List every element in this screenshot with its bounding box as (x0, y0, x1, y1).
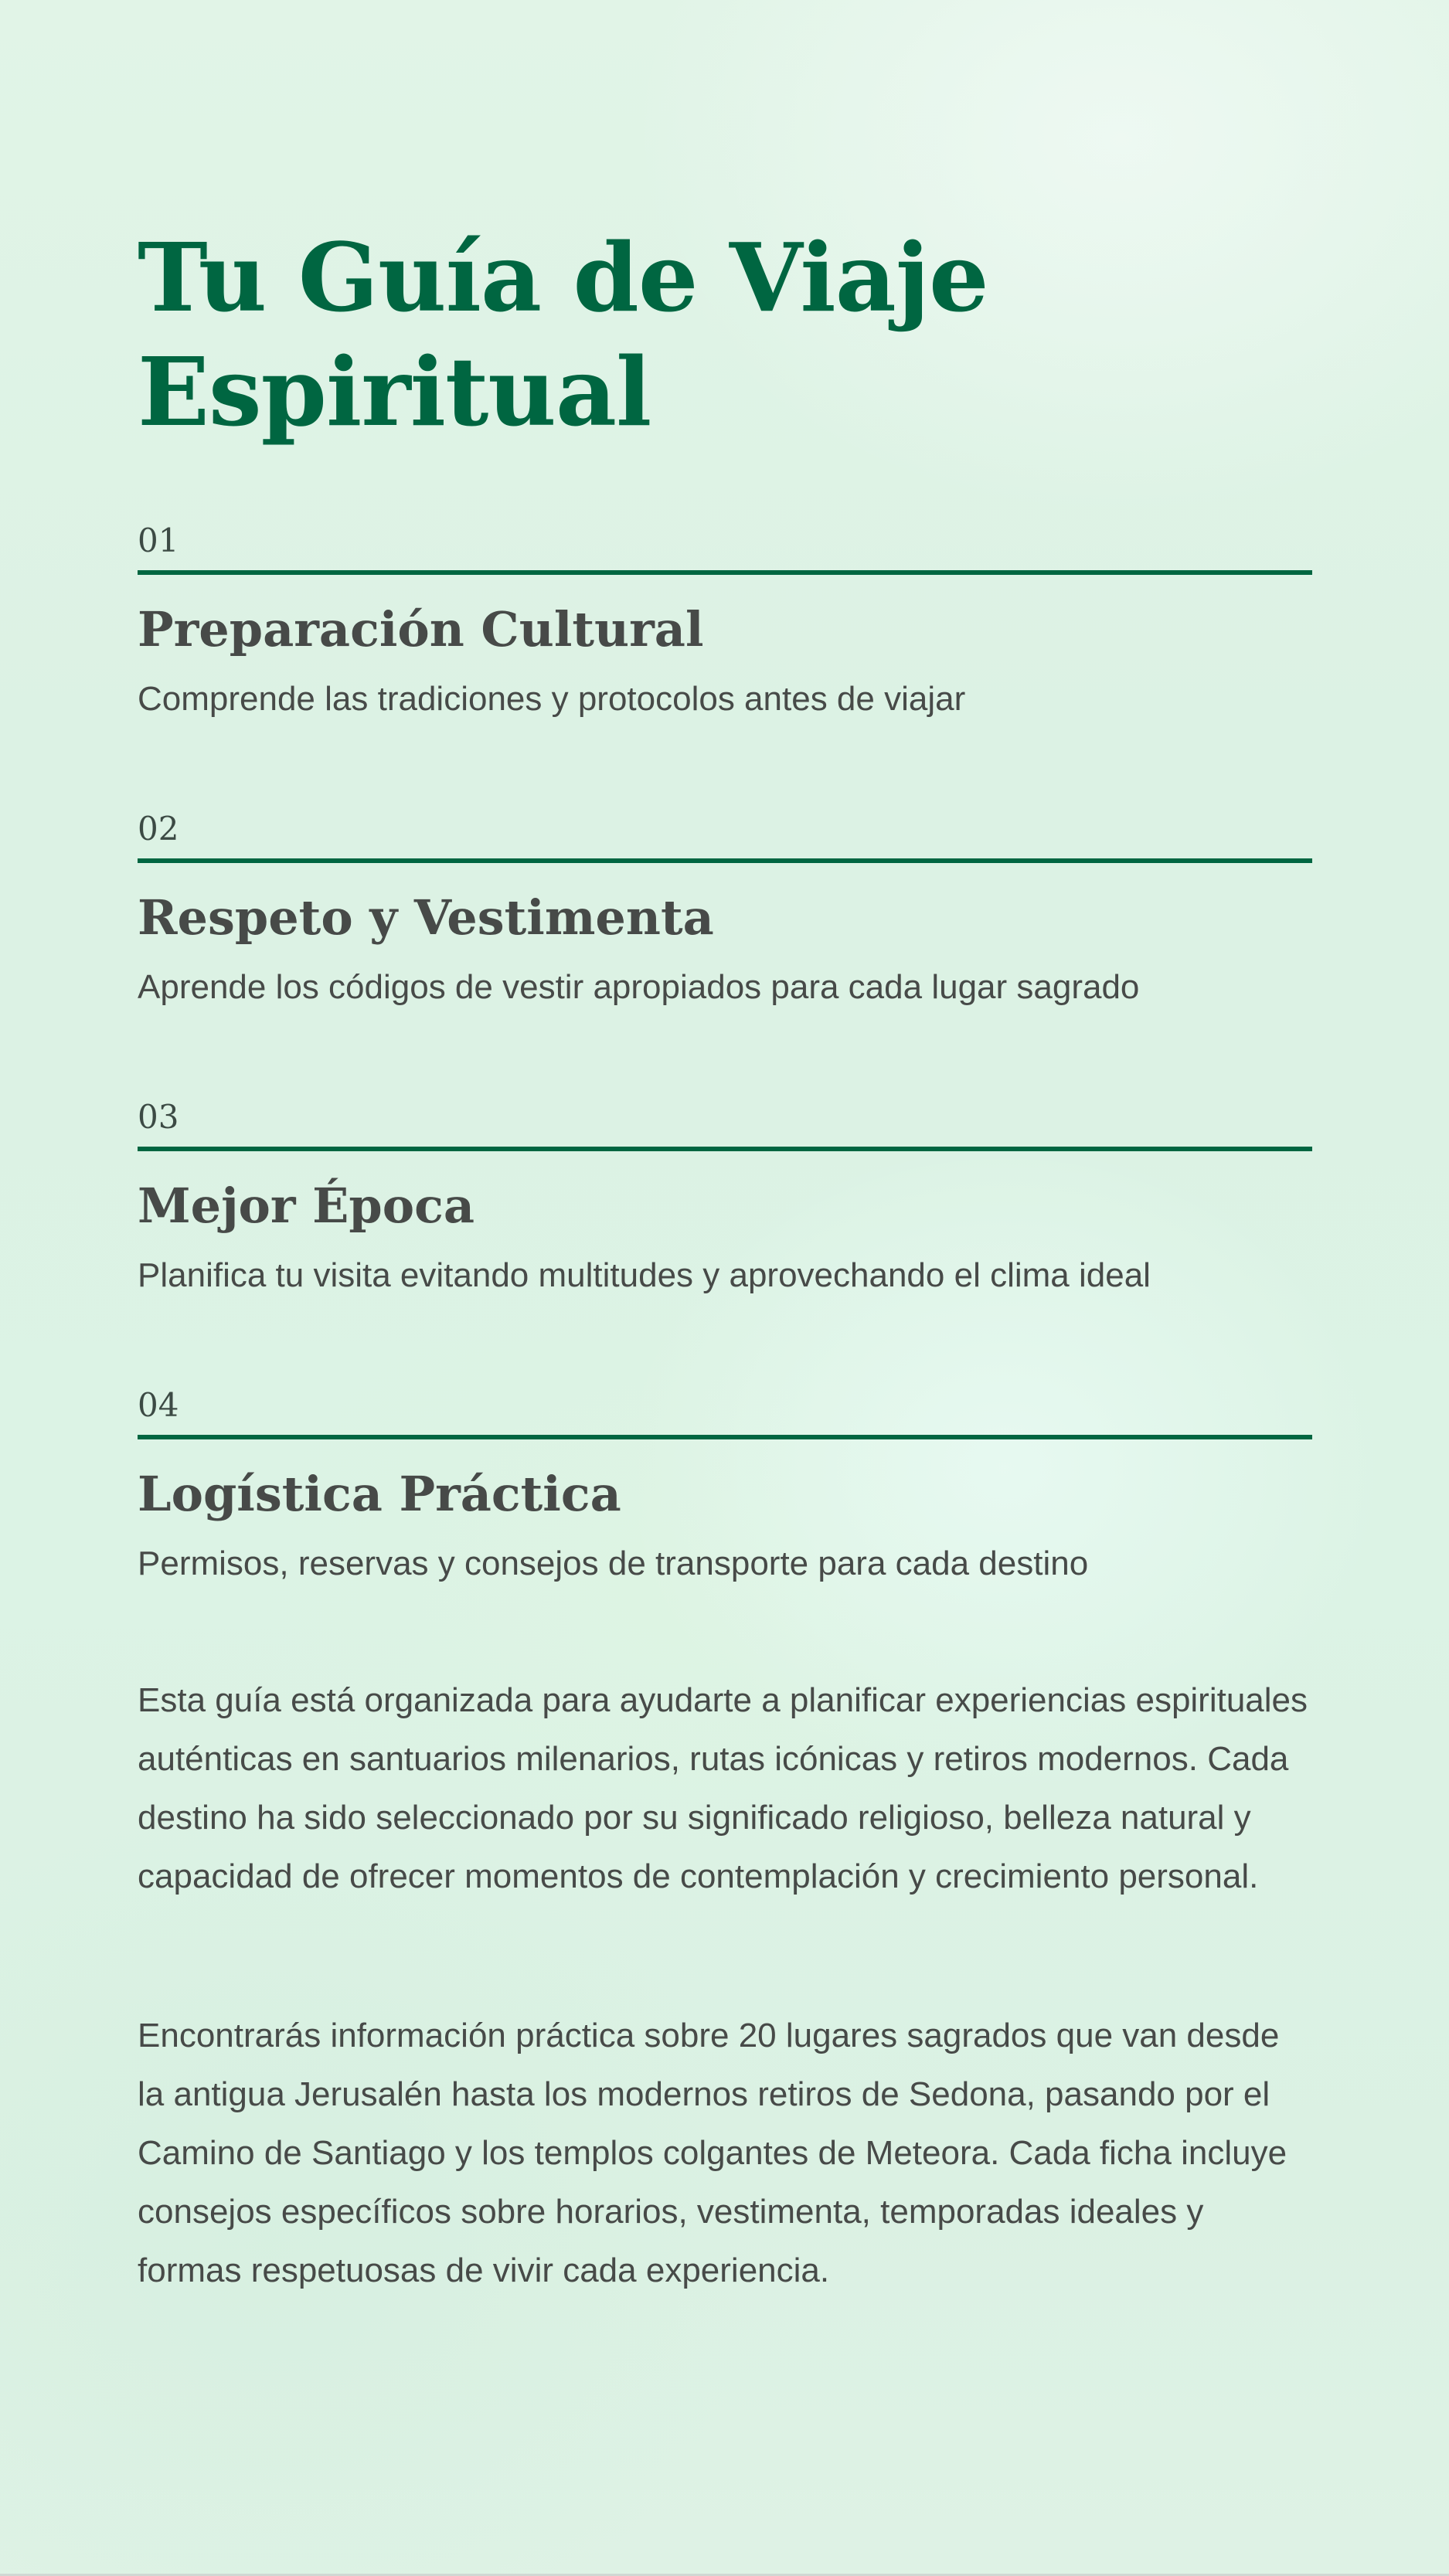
section-divider (138, 570, 1312, 575)
page-title: Tu Guía de Viaje Espiritual (138, 222, 988, 447)
section-title: Preparación Cultural (138, 601, 704, 658)
section-title: Mejor Época (138, 1178, 474, 1234)
section-number: 02 (138, 810, 179, 848)
section-title: Logística Práctica (138, 1466, 621, 1522)
section-number: 01 (138, 522, 179, 559)
section-number: 03 (138, 1098, 179, 1136)
section-description: Aprende los códigos de vestir apropiados para cada lugar sagrado (138, 968, 1140, 1006)
section-description: Permisos, reservas y consejos de transporte para cada destino (138, 1545, 1089, 1582)
section-divider (138, 1435, 1312, 1439)
section-description: Planifica tu visita evitando multitudes y aprovechando el clima ideal (138, 1256, 1151, 1294)
section-title: Respeto y Vestimenta (138, 889, 714, 946)
section-divider (138, 1147, 1312, 1151)
section-number: 04 (138, 1386, 179, 1424)
section-divider (138, 858, 1312, 863)
section-description: Comprende las tradiciones y protocolos antes de viajar (138, 680, 966, 718)
intro-paragraph: Esta guía está organizada para ayudarte a planificar experiencias espirituales auténticas en santuarios milenarios, rutas icónicas y retiros modernos. Cada destino ha sido seleccionado por su significado religioso, belleza natural y capacidad de ofrecer momentos de contemplación y crecimiento personal. (138, 1681, 1308, 1895)
details-paragraph: Encontrarás información práctica sobre 20 lugares sagrados que van desde la antigua Jerusalén hasta los modernos retiros de Sedona, pasando por el Camino de Santiago y los templos colgantes de Meteora. Cada ficha incluye consejos específicos sobre horarios, vestimenta, temporadas ideales y formas respetuosas de vivir cada experiencia. (138, 2017, 1287, 2289)
